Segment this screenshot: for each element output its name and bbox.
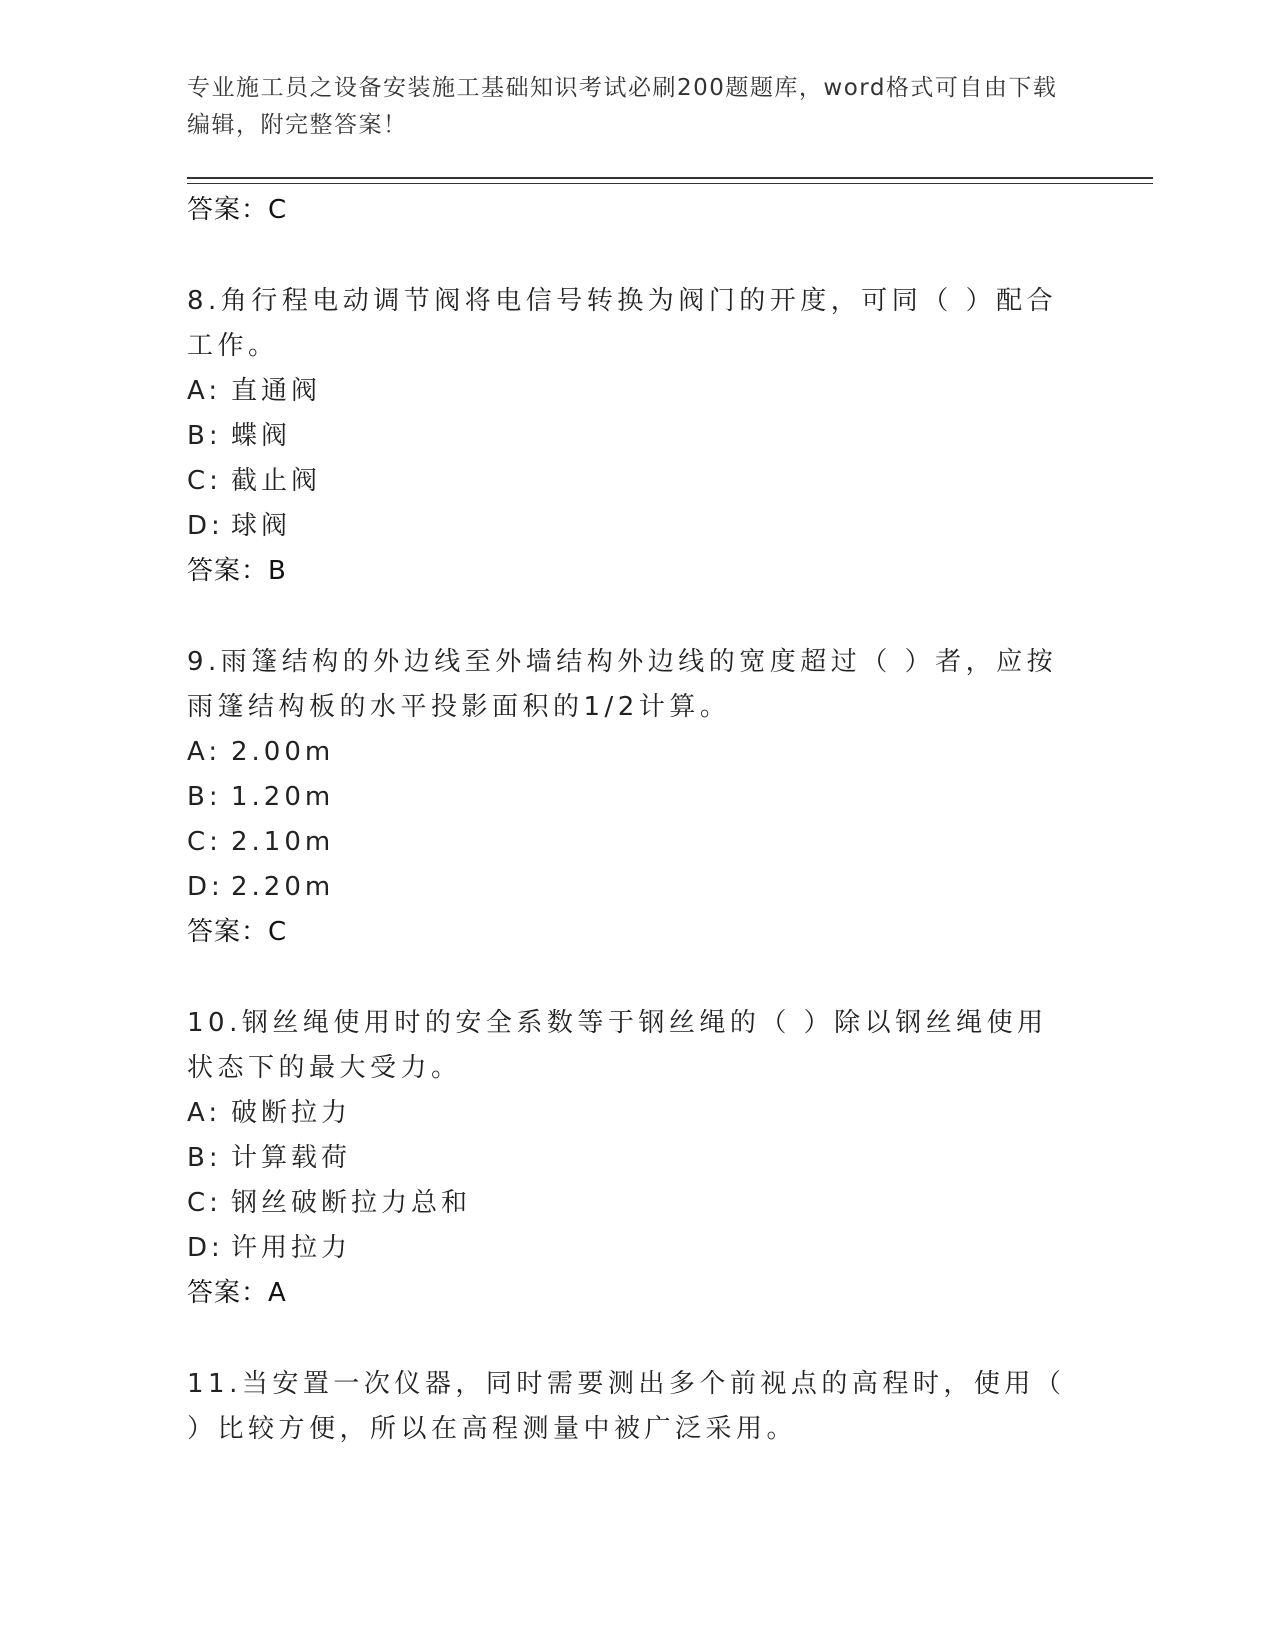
option-c bbox=[187, 459, 1087, 504]
option-text: 破断拉力 bbox=[231, 1098, 352, 1128]
option-key: B: bbox=[187, 1143, 222, 1173]
option-text: 蝶阀 bbox=[231, 421, 292, 451]
option-a bbox=[187, 1091, 1087, 1136]
option-c bbox=[187, 820, 1087, 865]
header-divider-thin bbox=[187, 183, 1153, 184]
option-key: A: bbox=[187, 737, 222, 767]
document-header: 专业施工员之设备安装施工基础知识考试必刷200题题库，word格式可自由下载编辑，附完整答案！ bbox=[187, 75, 1058, 138]
option-b bbox=[187, 414, 1087, 459]
option-key: D: bbox=[187, 872, 224, 902]
option-key: A: bbox=[187, 1098, 222, 1128]
question-stem: 10.钢丝绳使用时的安全系数等于钢丝绳的（ ）除以钢丝绳使用状态下的最大受力。 bbox=[187, 1008, 1048, 1083]
answer-line: 答案：C bbox=[187, 917, 288, 947]
option-d bbox=[187, 865, 1087, 910]
option-b bbox=[187, 775, 1087, 820]
option-key: C: bbox=[187, 1188, 222, 1218]
question-stem: 9.雨篷结构的外边线至外墙结构外边线的宽度超过（ ）者，应按雨篷结构板的水平投影面积的1/2计算。 bbox=[187, 647, 1058, 722]
option-text: 1.20m bbox=[231, 782, 335, 812]
option-key: A: bbox=[187, 376, 222, 406]
option-text: 2.10m bbox=[231, 827, 335, 857]
answer-line: 答案：C bbox=[187, 195, 288, 225]
option-text: 球阀 bbox=[231, 511, 292, 541]
option-text: 许用拉力 bbox=[231, 1233, 352, 1263]
option-text: 2.20m bbox=[231, 872, 335, 902]
answer-line: 答案：B bbox=[187, 556, 287, 586]
option-d bbox=[187, 504, 1087, 549]
question-item bbox=[187, 279, 1087, 593]
option-key: D: bbox=[187, 511, 224, 541]
question-stem: 8.角行程电动调节阀将电信号转换为阀门的开度，可同（ ）配合工作。 bbox=[187, 286, 1058, 361]
option-d bbox=[187, 1226, 1087, 1271]
option-key: B: bbox=[187, 421, 222, 451]
question-item bbox=[187, 640, 1087, 954]
answer-line: 答案：A bbox=[187, 1278, 287, 1308]
option-text: 2.00m bbox=[231, 737, 335, 767]
question-item bbox=[187, 1001, 1087, 1315]
option-a bbox=[187, 369, 1087, 414]
option-c bbox=[187, 1181, 1087, 1226]
header-divider-thick bbox=[187, 177, 1153, 179]
option-key: C: bbox=[187, 827, 222, 857]
question-list bbox=[187, 188, 1087, 1452]
option-b bbox=[187, 1136, 1087, 1181]
option-key: B: bbox=[187, 782, 222, 812]
option-a bbox=[187, 730, 1087, 775]
option-key: D: bbox=[187, 1233, 224, 1263]
option-key: C: bbox=[187, 466, 222, 496]
option-text: 直通阀 bbox=[231, 376, 322, 406]
option-text: 截止阀 bbox=[231, 466, 322, 496]
question-item bbox=[187, 1362, 1087, 1452]
question-stem: 11.当安置一次仪器，同时需要测出多个前视点的高程时，使用（ ）比较方便，所以在高程测量中被广泛采用。 bbox=[187, 1369, 1066, 1444]
option-text: 计算载荷 bbox=[231, 1143, 352, 1173]
option-text: 钢丝破断拉力总和 bbox=[231, 1188, 472, 1218]
